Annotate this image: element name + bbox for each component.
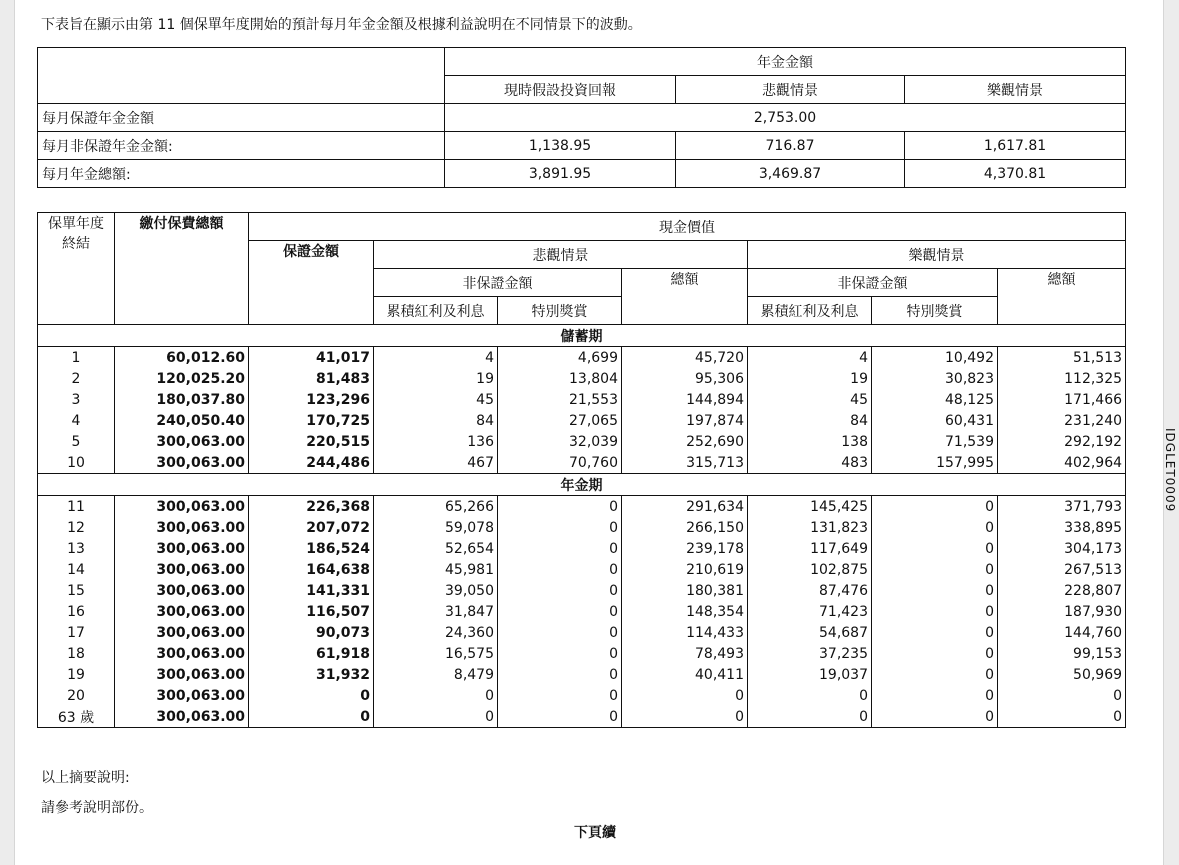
value-cell: 267,513	[998, 559, 1126, 580]
value-cell: 170,725	[249, 410, 374, 431]
value-cell: 300,063.00	[115, 706, 249, 728]
value-cell: 252,690	[622, 431, 748, 452]
year-cell: 13	[38, 538, 115, 559]
year-cell: 11	[38, 496, 115, 518]
value-cell: 300,063.00	[115, 601, 249, 622]
value-cell: 226,368	[249, 496, 374, 518]
value-cell: 220,515	[249, 431, 374, 452]
value-cell: 4	[374, 347, 498, 369]
value-cell: 0	[872, 685, 998, 706]
value-cell: 138	[748, 431, 872, 452]
value-cell: 300,063.00	[115, 559, 249, 580]
table-row	[38, 538, 1126, 559]
value-cell: 228,807	[998, 580, 1126, 601]
year-cell: 16	[38, 601, 115, 622]
value-cell: 0	[872, 538, 998, 559]
value-cell: 123,296	[249, 389, 374, 410]
value-cell: 0	[872, 496, 998, 518]
value-cell: 0	[622, 685, 748, 706]
value-cell: 291,634	[622, 496, 748, 518]
value-cell: 240,050.40	[115, 410, 249, 431]
value-cell: 48,125	[872, 389, 998, 410]
pess-dividend-header: 累積紅利及利息	[374, 297, 498, 325]
value-cell: 120,025.20	[115, 368, 249, 389]
value-cell: 19	[748, 368, 872, 389]
year-cell: 15	[38, 580, 115, 601]
value-cell: 300,063.00	[115, 431, 249, 452]
value-cell: 402,964	[998, 452, 1126, 474]
section-annuity: 年金期	[38, 474, 1126, 496]
value-cell: 37,235	[748, 643, 872, 664]
value-cell: 180,037.80	[115, 389, 249, 410]
value-cell: 54,687	[748, 622, 872, 643]
col-total-premium: 繳付保費總額	[115, 213, 249, 325]
value-cell: 45	[374, 389, 498, 410]
annuity-rows	[38, 496, 1126, 728]
value-cell: 197,874	[622, 410, 748, 431]
value-cell: 157,995	[872, 452, 998, 474]
value-cell: 239,178	[622, 538, 748, 559]
value-cell: 0	[498, 601, 622, 622]
pessimistic-header: 悲觀情景	[374, 241, 748, 269]
value-cell: 300,063.00	[115, 452, 249, 474]
value-cell: 90,073	[249, 622, 374, 643]
value-cell: 51,513	[998, 347, 1126, 369]
opt-non-guaranteed-header: 非保證金額	[748, 269, 998, 297]
refer-note: 請參考說明部份。	[41, 800, 153, 816]
year-cell: 14	[38, 559, 115, 580]
value-cell: 0	[498, 559, 622, 580]
year-cell: 63 歲	[38, 706, 115, 728]
value-cell: 87,476	[748, 580, 872, 601]
value-cell: 0	[872, 622, 998, 643]
value-cell: 338,895	[998, 517, 1126, 538]
col-policy-year: 保單年度終結	[38, 213, 115, 325]
value-cell: 95,306	[622, 368, 748, 389]
optimistic-header: 樂觀情景	[748, 241, 1126, 269]
year-cell: 10	[38, 452, 115, 474]
value-cell: 171,466	[998, 389, 1126, 410]
value-cell: 0	[249, 706, 374, 728]
year-cell: 17	[38, 622, 115, 643]
year-cell: 12	[38, 517, 115, 538]
value-cell: 136	[374, 431, 498, 452]
value-cell: 0	[998, 706, 1126, 728]
value-cell: 0	[872, 517, 998, 538]
value-cell: 300,063.00	[115, 496, 249, 518]
value-cell: 0	[872, 664, 998, 685]
side-document-code: IDGLET0009	[1163, 428, 1177, 513]
cell-value: 3,891.95	[445, 160, 676, 188]
table-row	[38, 622, 1126, 643]
value-cell: 8,479	[374, 664, 498, 685]
value-cell: 102,875	[748, 559, 872, 580]
table-row	[38, 685, 1126, 706]
table-row	[38, 389, 1126, 410]
value-cell: 144,760	[998, 622, 1126, 643]
value-cell: 50,969	[998, 664, 1126, 685]
table-row	[38, 580, 1126, 601]
value-cell: 65,266	[374, 496, 498, 518]
value-cell: 0	[374, 685, 498, 706]
table-row	[38, 410, 1126, 431]
value-cell: 0	[748, 706, 872, 728]
value-cell: 244,486	[249, 452, 374, 474]
row-label: 每月保證年金金額	[38, 104, 445, 132]
value-cell: 19,037	[748, 664, 872, 685]
value-cell: 144,894	[622, 389, 748, 410]
value-cell: 0	[872, 706, 998, 728]
table-row	[38, 643, 1126, 664]
value-cell: 0	[498, 496, 622, 518]
value-cell: 131,823	[748, 517, 872, 538]
value-cell: 0	[498, 622, 622, 643]
value-cell: 0	[872, 580, 998, 601]
value-cell: 0	[498, 643, 622, 664]
year-cell: 19	[38, 664, 115, 685]
value-cell: 70,760	[498, 452, 622, 474]
value-cell: 4,699	[498, 347, 622, 369]
value-cell: 4	[748, 347, 872, 369]
value-cell: 0	[374, 706, 498, 728]
value-cell: 300,063.00	[115, 538, 249, 559]
value-cell: 59,078	[374, 517, 498, 538]
document-page	[14, 0, 1177, 865]
table-row	[38, 347, 1126, 369]
opt-total-header: 總額	[998, 269, 1126, 325]
year-cell: 3	[38, 389, 115, 410]
value-cell: 148,354	[622, 601, 748, 622]
value-cell: 304,173	[998, 538, 1126, 559]
value-cell: 0	[249, 685, 374, 706]
value-cell: 10,492	[872, 347, 998, 369]
value-cell: 164,638	[249, 559, 374, 580]
table-row	[38, 431, 1126, 452]
cell-value: 3,469.87	[676, 160, 905, 188]
cell-value: 716.87	[676, 132, 905, 160]
value-cell: 116,507	[249, 601, 374, 622]
value-cell: 0	[622, 706, 748, 728]
cell-value: 1,138.95	[445, 132, 676, 160]
value-cell: 0	[498, 580, 622, 601]
year-cell: 5	[38, 431, 115, 452]
value-cell: 21,553	[498, 389, 622, 410]
value-cell: 467	[374, 452, 498, 474]
year-cell: 4	[38, 410, 115, 431]
value-cell: 145,425	[748, 496, 872, 518]
value-cell: 45	[748, 389, 872, 410]
value-cell: 45,720	[622, 347, 748, 369]
table-row	[38, 601, 1126, 622]
value-cell: 39,050	[374, 580, 498, 601]
row-label: 每月年金總額:	[38, 160, 445, 188]
col-pessimistic: 悲觀情景	[676, 76, 905, 104]
value-cell: 24,360	[374, 622, 498, 643]
savings-rows	[38, 347, 1126, 474]
value-cell: 371,793	[998, 496, 1126, 518]
value-cell: 0	[498, 664, 622, 685]
summary-label: 以上摘要說明:	[41, 770, 130, 786]
value-cell: 71,539	[872, 431, 998, 452]
value-cell: 117,649	[748, 538, 872, 559]
value-cell: 141,331	[249, 580, 374, 601]
table-row	[38, 559, 1126, 580]
table-row	[38, 452, 1126, 474]
value-cell: 81,483	[249, 368, 374, 389]
pess-bonus-header: 特別獎賞	[498, 297, 622, 325]
pess-total-header: 總額	[622, 269, 748, 325]
value-cell: 19	[374, 368, 498, 389]
value-cell: 315,713	[622, 452, 748, 474]
value-cell: 210,619	[622, 559, 748, 580]
value-cell: 99,153	[998, 643, 1126, 664]
value-cell: 231,240	[998, 410, 1126, 431]
opt-bonus-header: 特別獎賞	[872, 297, 998, 325]
value-cell: 13,804	[498, 368, 622, 389]
value-cell: 0	[998, 685, 1126, 706]
value-cell: 52,654	[374, 538, 498, 559]
annuity-amount-table	[37, 47, 1126, 188]
value-cell: 32,039	[498, 431, 622, 452]
value-cell: 300,063.00	[115, 685, 249, 706]
row-label: 每月非保證年金金額:	[38, 132, 445, 160]
value-cell: 0	[872, 559, 998, 580]
value-cell: 27,065	[498, 410, 622, 431]
table-row	[38, 706, 1126, 728]
value-cell: 292,192	[998, 431, 1126, 452]
col-optimistic: 樂觀情景	[905, 76, 1126, 104]
empty-header-cell	[38, 48, 445, 104]
table-row	[38, 517, 1126, 538]
value-cell: 187,930	[998, 601, 1126, 622]
value-cell: 0	[498, 517, 622, 538]
value-cell: 78,493	[622, 643, 748, 664]
value-cell: 300,063.00	[115, 664, 249, 685]
value-cell: 31,847	[374, 601, 498, 622]
value-cell: 0	[872, 601, 998, 622]
value-cell: 0	[498, 538, 622, 559]
value-cell: 0	[498, 685, 622, 706]
value-cell: 60,431	[872, 410, 998, 431]
value-cell: 300,063.00	[115, 622, 249, 643]
value-cell: 60,012.60	[115, 347, 249, 369]
value-cell: 300,063.00	[115, 580, 249, 601]
value-cell: 45,981	[374, 559, 498, 580]
value-cell: 483	[748, 452, 872, 474]
annuity-group-header: 年金金額	[445, 48, 1126, 76]
guaranteed-annuity-value: 2,753.00	[445, 104, 1126, 132]
intro-text: 下表旨在顯示由第 11 個保單年度開始的預計每月年金金額及根據利益說明在不同情景下的波動。	[41, 17, 642, 33]
value-cell: 84	[748, 410, 872, 431]
value-cell: 0	[498, 706, 622, 728]
cell-value: 1,617.81	[905, 132, 1126, 160]
value-cell: 41,017	[249, 347, 374, 369]
value-cell: 16,575	[374, 643, 498, 664]
continued-label: 下頁續	[574, 825, 616, 841]
value-cell: 266,150	[622, 517, 748, 538]
col-current-return: 現時假設投資回報	[445, 76, 676, 104]
table-row	[38, 368, 1126, 389]
pess-non-guaranteed-header: 非保證金額	[374, 269, 622, 297]
value-cell: 180,381	[622, 580, 748, 601]
cell-value: 4,370.81	[905, 160, 1126, 188]
value-cell: 84	[374, 410, 498, 431]
table-row	[38, 664, 1126, 685]
value-cell: 40,411	[622, 664, 748, 685]
value-cell: 114,433	[622, 622, 748, 643]
table-row	[38, 496, 1126, 518]
year-cell: 18	[38, 643, 115, 664]
year-cell: 20	[38, 685, 115, 706]
value-cell: 0	[748, 685, 872, 706]
cash-value-table	[37, 212, 1126, 728]
value-cell: 31,932	[249, 664, 374, 685]
year-cell: 1	[38, 347, 115, 369]
value-cell: 112,325	[998, 368, 1126, 389]
section-savings: 儲蓄期	[38, 325, 1126, 347]
opt-dividend-header: 累積紅利及利息	[748, 297, 872, 325]
value-cell: 300,063.00	[115, 643, 249, 664]
value-cell: 61,918	[249, 643, 374, 664]
value-cell: 300,063.00	[115, 517, 249, 538]
value-cell: 0	[872, 643, 998, 664]
year-cell: 2	[38, 368, 115, 389]
cash-value-header: 現金價值	[249, 213, 1126, 241]
value-cell: 30,823	[872, 368, 998, 389]
value-cell: 71,423	[748, 601, 872, 622]
col-guaranteed: 保證金額	[249, 241, 374, 325]
value-cell: 186,524	[249, 538, 374, 559]
value-cell: 207,072	[249, 517, 374, 538]
